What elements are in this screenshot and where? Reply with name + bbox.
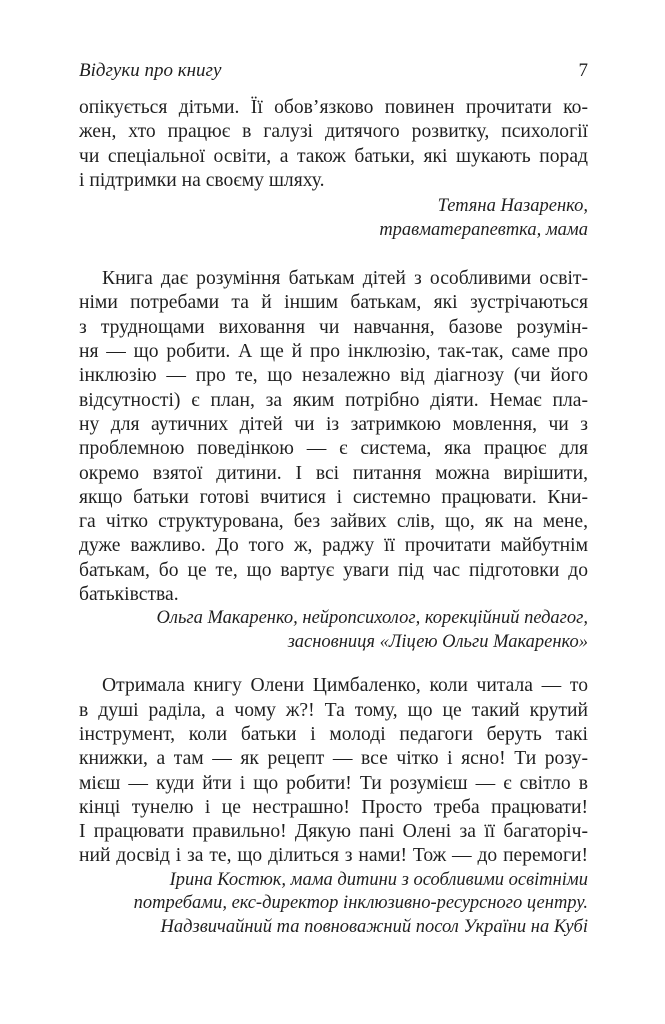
review-3	[79, 674, 588, 939]
page-number: 7	[578, 60, 588, 81]
review-1-line: чи спеціальної освіти, а також батьки, які шукають порад	[79, 145, 588, 167]
review-2-line: ну для аутичних дітей чи із затримкою мовлення, чи з	[79, 413, 588, 435]
review-3-line: І працювати правильно! Дякую пані Олені за її багаторіч-	[79, 821, 588, 843]
review-2-line: відсутності) є план, за яким потрібно діяти. Немає пла-	[79, 389, 588, 411]
review-2-role: засновниця «Ліцею Ольги Макаренко»	[287, 631, 588, 652]
review-2-line: батьківства.	[79, 584, 179, 606]
review-2-line: га чітко структурована, без зайвих слів, що, як на мене,	[79, 511, 588, 533]
review-1-line: жен, хто працює в галузі дитячого розвитку, психології	[79, 121, 588, 143]
review-3-attribution: потребами, екс-директор інклюзивно-ресурсного центру.	[133, 893, 588, 914]
review-2-line: ня — що робити. А ще й про інклюзію, так-так, саме про	[79, 341, 588, 363]
review-1-author: Тетяна Назаренко,	[437, 196, 588, 217]
review-3-attribution: Надзвичайний та повноважний посол України на Кубі	[160, 916, 588, 937]
review-1	[79, 96, 588, 242]
review-2-line: Книга дає розуміння батькам дітей з особливими освіт-	[102, 268, 588, 290]
review-2-line: батькам, бо це те, що вартує уваги під час підготовки до	[79, 559, 588, 581]
review-1-line: опікується дітьми. Її обов’язково повинен прочитати ко-	[79, 97, 588, 118]
review-2-line: німи потребами та й іншим батькам, які зустрічаються	[79, 292, 588, 314]
review-2-author: Ольга Макаренко, нейропсихолог, корекційний педагог,	[156, 608, 588, 629]
review-3-line: книжки, а там — як рецепт — все чітко і ясно! Ти розу-	[79, 748, 588, 770]
review-1-role: травматерапевтка, мама	[379, 219, 588, 240]
running-title: Відгуки про книгу	[79, 60, 222, 81]
review-2-line: інклюзію — про те, що незалежно від діагнозу (чи його	[79, 365, 588, 387]
running-header	[79, 60, 588, 96]
review-2-line: якщо батьки готові вчитися і системно працювати. Кни-	[79, 486, 588, 508]
review-3-line: ний досвід і за те, що ділиться з нами! Тож — до перемоги!	[79, 845, 588, 867]
review-2-line: дуже важливо. До того ж, раджу її прочитати майбутнім	[79, 535, 588, 557]
book-page	[79, 60, 588, 939]
review-3-line: мієш — куди йти і що робити! Ти розумієш — є світло в	[79, 772, 588, 794]
review-1-line: і підтримки на своєму шляху.	[79, 169, 325, 191]
review-3-line: інструмент, коли батьки і молоді педагоги беруть такі	[79, 723, 588, 745]
review-2-line: окремо взятої дитини. І всі питання можна вирішити,	[79, 462, 588, 484]
review-3-line: в душі раділа, а чому ж?! Та тому, що це такий крутий	[79, 699, 588, 721]
review-2-line: з труднощами виховання чи навчання, базове розумін-	[79, 316, 588, 338]
review-3-line: Отримала книгу Олени Цимбаленко, коли читала — то	[102, 675, 588, 697]
review-3-attribution: Ірина Костюк, мама дитини з особливими освітніми	[169, 869, 588, 890]
review-3-line: кінці тунелю і це нестрашно! Просто треба працювати!	[79, 796, 588, 818]
review-2	[79, 267, 588, 654]
review-2-line: проблемною поведінкою — є система, яка працює для	[79, 438, 588, 460]
